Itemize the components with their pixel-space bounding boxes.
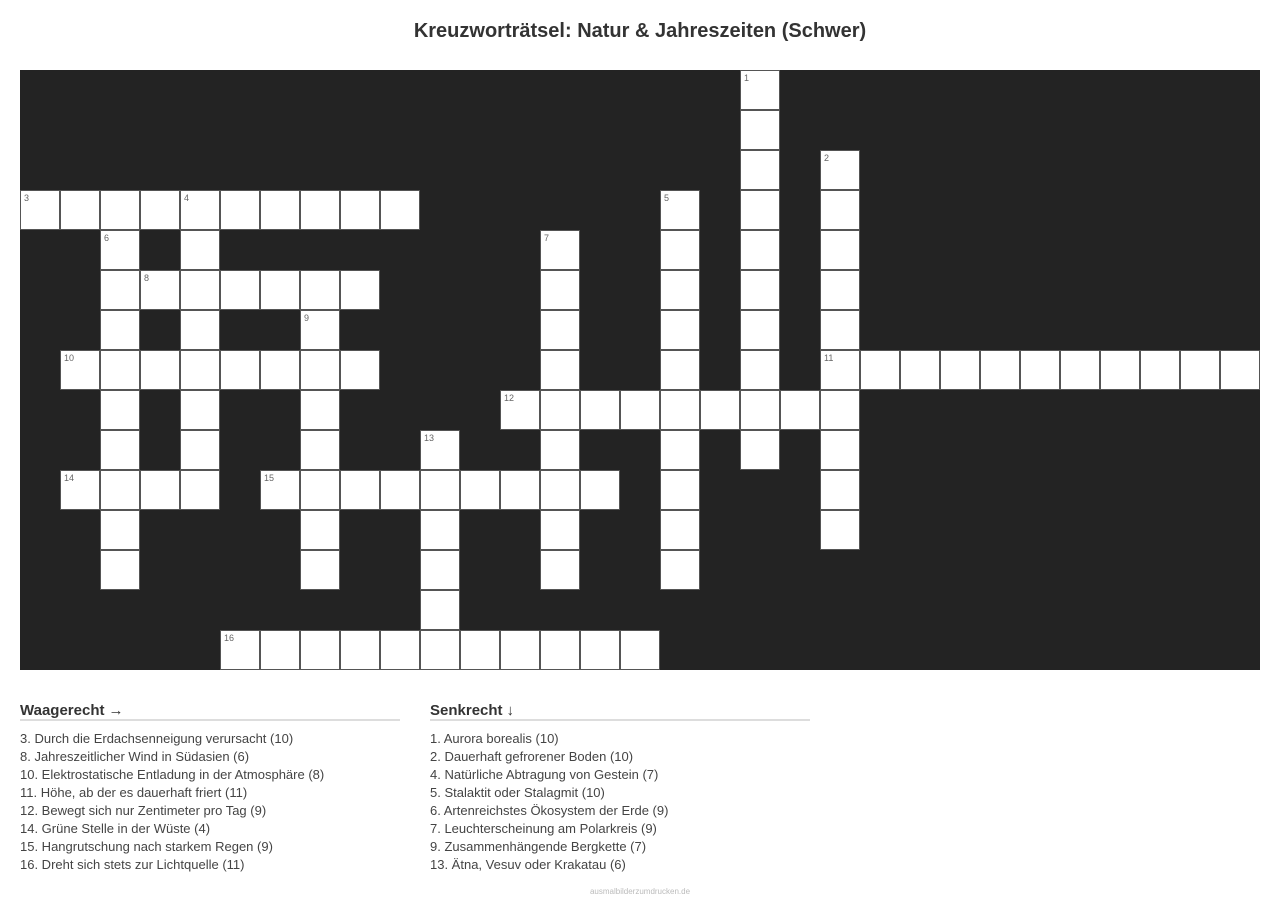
crossword-cell[interactable] — [100, 510, 140, 550]
crossword-cell[interactable] — [740, 190, 780, 230]
crossword-cell[interactable] — [940, 350, 980, 390]
crossword-cell[interactable] — [620, 630, 660, 670]
crossword-cell[interactable] — [660, 510, 700, 550]
down-clue: 4. Natürliche Abtragung von Gestein (7) — [430, 767, 659, 782]
crossword-cell[interactable] — [100, 350, 140, 390]
crossword-cell[interactable] — [380, 630, 420, 670]
crossword-cell[interactable] — [380, 470, 420, 510]
crossword-cell[interactable] — [300, 470, 340, 510]
across-clue: 3. Durch die Erdachsenneigung verursacht (10) — [20, 731, 294, 746]
crossword-cell[interactable] — [420, 510, 460, 550]
across-clue: 10. Elektrostatische Entladung in der Atmosphäre (8) — [20, 767, 325, 782]
across-clue: 14. Grüne Stelle in der Wüste (4) — [20, 821, 211, 836]
crossword-cell[interactable] — [660, 270, 700, 310]
crossword-cell[interactable] — [220, 350, 260, 390]
crossword-cell[interactable] — [740, 270, 780, 310]
crossword-cell[interactable] — [740, 430, 780, 470]
down-clue: 7. Leuchterscheinung am Polarkreis (9) — [430, 821, 657, 836]
crossword-cell[interactable] — [260, 630, 300, 670]
clue-number: 13 — [424, 433, 435, 443]
crossword-cell[interactable] — [820, 310, 860, 350]
crossword-cell[interactable] — [580, 630, 620, 670]
crossword-cell[interactable] — [780, 390, 820, 430]
down-clue: 2. Dauerhaft gefrorener Boden (10) — [430, 749, 634, 764]
crossword-cell[interactable] — [140, 350, 180, 390]
crossword-cell[interactable] — [620, 390, 660, 430]
crossword-cell[interactable] — [60, 190, 100, 230]
down-clue: 13. Ätna, Vesuv oder Krakatau (6) — [430, 857, 626, 872]
crossword-cell[interactable] — [740, 230, 780, 270]
down-clue: 6. Artenreichstes Ökosystem der Erde (9) — [430, 803, 669, 818]
clue-number: 4 — [184, 193, 190, 203]
crossword-cell[interactable] — [540, 430, 580, 470]
across-heading-label: Waagerecht — [20, 702, 105, 719]
crossword-cell[interactable] — [740, 110, 780, 150]
footer-credit: ausmalbilderzumdrucken.de — [589, 887, 691, 896]
crossword-cell[interactable] — [820, 350, 860, 390]
crossword-cell[interactable] — [460, 470, 500, 510]
crossword-cell[interactable] — [260, 470, 300, 510]
crossword-cell[interactable] — [660, 550, 700, 590]
crossword-cell[interactable] — [980, 350, 1020, 390]
crossword-cell[interactable] — [700, 390, 740, 430]
clue-number: 16 — [224, 633, 235, 643]
crossword-cell[interactable] — [660, 310, 700, 350]
crossword-cell[interactable] — [1140, 350, 1180, 390]
crossword-cell[interactable] — [860, 350, 900, 390]
crossword-cell[interactable] — [820, 190, 860, 230]
crossword-cell[interactable] — [460, 630, 500, 670]
down-arrow-icon: ↓ — [506, 702, 515, 719]
crossword-cell[interactable] — [660, 190, 700, 230]
crossword-cell[interactable] — [540, 390, 580, 430]
crossword-cell[interactable] — [220, 270, 260, 310]
crossword-cell[interactable] — [300, 270, 340, 310]
across-clue: 11. Höhe, ab der es dauerhaft friert (11) — [20, 785, 248, 800]
crossword-cell[interactable] — [660, 430, 700, 470]
crossword-cell[interactable] — [340, 270, 380, 310]
crossword-cell[interactable] — [820, 270, 860, 310]
crossword-cell[interactable] — [420, 470, 460, 510]
across-clue: 16. Dreht sich stets zur Lichtquelle (11) — [20, 857, 245, 872]
crossword-cell[interactable] — [500, 630, 540, 670]
crossword-cell[interactable] — [180, 270, 220, 310]
crossword-cell[interactable] — [300, 430, 340, 470]
crossword-cell[interactable] — [180, 190, 220, 230]
crossword-cell[interactable] — [260, 350, 300, 390]
clue-number: 8 — [144, 273, 150, 283]
crossword-cell[interactable] — [420, 630, 460, 670]
crossword-cell[interactable] — [180, 470, 220, 510]
crossword-cell[interactable] — [740, 70, 780, 110]
crossword-cell[interactable] — [300, 390, 340, 430]
crossword-cell[interactable] — [540, 630, 580, 670]
crossword-cell[interactable] — [660, 470, 700, 510]
crossword-cell[interactable] — [900, 350, 940, 390]
clue-number: 6 — [104, 233, 110, 243]
crossword-cell[interactable] — [340, 190, 380, 230]
crossword-cell[interactable] — [580, 390, 620, 430]
crossword-cell[interactable] — [180, 350, 220, 390]
crossword-cell[interactable] — [20, 190, 60, 230]
clue-number: 11 — [824, 353, 834, 363]
crossword-cell[interactable] — [180, 430, 220, 470]
crossword-cell[interactable] — [180, 230, 220, 270]
crossword-cell[interactable] — [100, 390, 140, 430]
crossword-cell[interactable] — [100, 190, 140, 230]
across-clue: 12. Bewegt sich nur Zentimeter pro Tag (9) — [20, 803, 267, 818]
down-heading — [430, 702, 810, 721]
clue-number: 9 — [304, 313, 310, 323]
crossword-cell[interactable] — [420, 550, 460, 590]
clue-number: 2 — [824, 153, 830, 163]
crossword-cell[interactable] — [260, 270, 300, 310]
crossword-cell[interactable] — [820, 390, 860, 430]
crossword-cell[interactable] — [140, 270, 180, 310]
crossword-cell[interactable] — [1220, 350, 1260, 390]
crossword-cell[interactable] — [60, 350, 100, 390]
down-heading-label: Senkrecht — [430, 702, 503, 719]
crossword-cell[interactable] — [740, 310, 780, 350]
crossword-cell[interactable] — [660, 390, 700, 430]
crossword-cell[interactable] — [540, 550, 580, 590]
crossword-cell[interactable] — [500, 390, 540, 430]
crossword-cell[interactable] — [820, 510, 860, 550]
crossword-cell[interactable] — [820, 150, 860, 190]
crossword-cell[interactable] — [580, 470, 620, 510]
crossword-cell[interactable] — [100, 310, 140, 350]
crossword-grid — [20, 70, 1260, 670]
crossword-cell[interactable] — [300, 510, 340, 550]
across-heading — [20, 702, 400, 721]
clue-number: 12 — [504, 393, 515, 403]
clue-number: 3 — [24, 193, 30, 203]
crossword-cell[interactable] — [500, 470, 540, 510]
clue-number: 1 — [744, 73, 750, 83]
crossword-cell[interactable] — [100, 270, 140, 310]
crossword-cell[interactable] — [1060, 350, 1100, 390]
crossword-cell[interactable] — [340, 630, 380, 670]
crossword-cell[interactable] — [540, 510, 580, 550]
crossword-cell[interactable] — [740, 350, 780, 390]
crossword-cell[interactable] — [1180, 350, 1220, 390]
down-clues-section — [430, 702, 810, 874]
down-clue: 1. Aurora borealis (10) — [430, 731, 559, 746]
crossword-cell[interactable] — [540, 230, 580, 270]
crossword-cell[interactable] — [300, 350, 340, 390]
crossword-cell[interactable] — [300, 630, 340, 670]
crossword-cell[interactable] — [660, 230, 700, 270]
clue-number: 14 — [64, 473, 75, 483]
page-title: Kreuzworträtsel: Natur & Jahreszeiten (Schwer) — [413, 20, 867, 42]
down-clue: 5. Stalaktit oder Stalagmit (10) — [430, 785, 605, 800]
crossword-cell[interactable] — [380, 190, 420, 230]
crossword-cell[interactable] — [220, 190, 260, 230]
crossword-cell[interactable] — [420, 430, 460, 470]
crossword-cell[interactable] — [100, 230, 140, 270]
crossword-cell[interactable] — [140, 190, 180, 230]
crossword-cell[interactable] — [820, 470, 860, 510]
crossword-cell[interactable] — [540, 350, 580, 390]
crossword-cell[interactable] — [540, 270, 580, 310]
crossword-cell[interactable] — [1100, 350, 1140, 390]
crossword-cell[interactable] — [100, 550, 140, 590]
crossword-cell[interactable] — [180, 390, 220, 430]
crossword-cell[interactable] — [180, 310, 220, 350]
crossword-cell[interactable] — [140, 470, 180, 510]
crossword-cell[interactable] — [100, 430, 140, 470]
clue-number: 5 — [664, 193, 670, 203]
crossword-cell[interactable] — [740, 150, 780, 190]
crossword-cell[interactable] — [820, 230, 860, 270]
crossword-cell[interactable] — [1020, 350, 1060, 390]
crossword-cell[interactable] — [220, 630, 260, 670]
right-arrow-icon: → — [108, 702, 124, 719]
down-clue: 9. Zusammenhängende Bergkette (7) — [430, 839, 647, 854]
crossword-cell[interactable] — [300, 190, 340, 230]
crossword-cell[interactable] — [60, 470, 100, 510]
crossword-cell[interactable] — [340, 350, 380, 390]
crossword-cell[interactable] — [300, 310, 340, 350]
clue-number: 10 — [64, 353, 75, 363]
crossword-cell[interactable] — [260, 190, 300, 230]
crossword-cell[interactable] — [740, 390, 780, 430]
crossword-cell[interactable] — [300, 550, 340, 590]
clue-number: 7 — [544, 233, 550, 243]
crossword-cell[interactable] — [540, 470, 580, 510]
clue-number: 15 — [264, 473, 275, 483]
across-clue: 8. Jahreszeitlicher Wind in Südasien (6) — [20, 749, 250, 764]
across-clue: 15. Hangrutschung nach starkem Regen (9) — [20, 839, 273, 854]
crossword-cell[interactable] — [340, 470, 380, 510]
crossword-cell[interactable] — [100, 470, 140, 510]
crossword-cell[interactable] — [420, 590, 460, 630]
crossword-cell[interactable] — [660, 350, 700, 390]
crossword-cell[interactable] — [540, 310, 580, 350]
across-clues-section — [20, 702, 400, 874]
crossword-cell[interactable] — [820, 430, 860, 470]
